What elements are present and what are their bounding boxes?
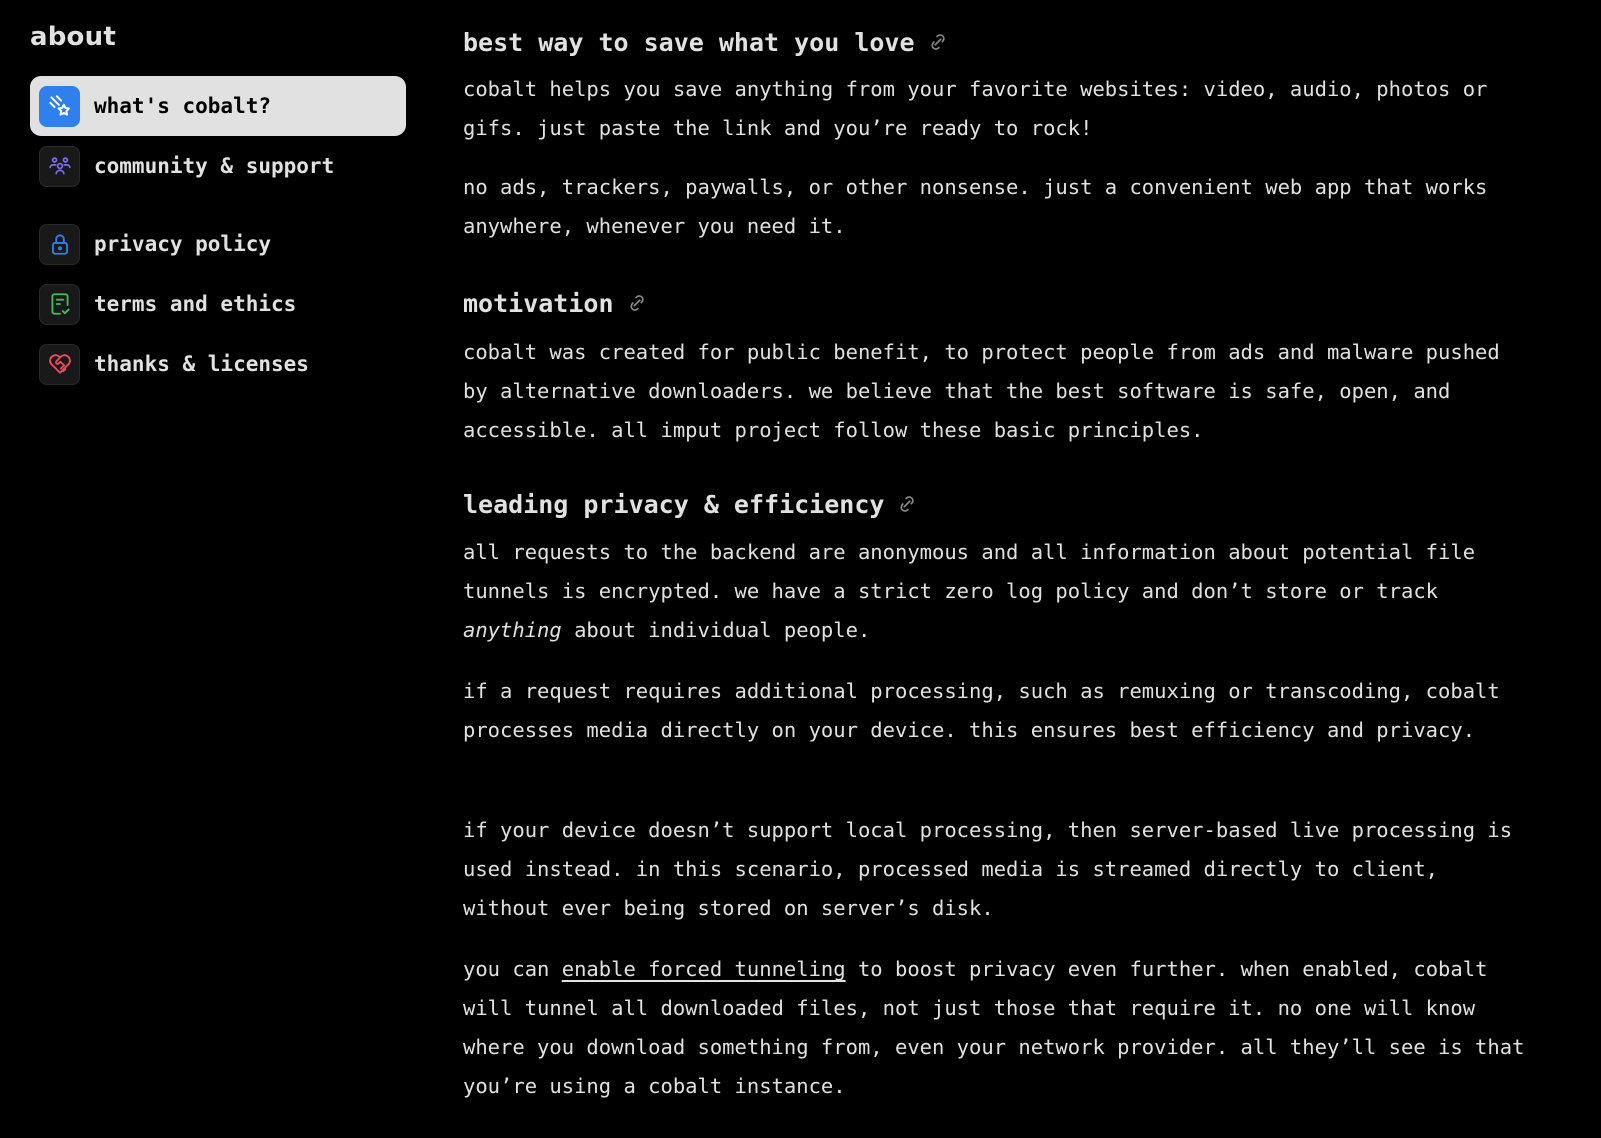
emphasis-text: anything bbox=[463, 618, 562, 642]
link-icon[interactable] bbox=[927, 31, 949, 53]
paragraph-text: to boost privacy even further. when enabled, cobalt will tunnel all downloaded files, not just those that require it. no one will know where you download something from, even your network provider. all they’ll see is that you’re using a cobalt instance. bbox=[463, 957, 1525, 1098]
sidebar-item-label: thanks & licenses bbox=[94, 352, 309, 376]
sidebar-item-privacy-policy[interactable] bbox=[30, 214, 406, 274]
users-group-icon bbox=[39, 146, 80, 187]
heart-handshake-icon bbox=[39, 344, 80, 385]
sidebar-title: about bbox=[30, 22, 116, 52]
paragraph: cobalt was created for public benefit, to protect people from ads and malware pushed by alternative downloaders. we believe that the best software is safe, open, and accessible. all imput project follow these basic principles. bbox=[463, 340, 1500, 442]
section-heading bbox=[463, 486, 1543, 522]
sidebar-item-whats-cobalt[interactable] bbox=[30, 76, 406, 136]
section-heading-text: motivation bbox=[463, 288, 614, 318]
link-icon[interactable] bbox=[896, 493, 918, 515]
section-heading-text: best way to save what you love bbox=[463, 27, 915, 57]
section-motivation bbox=[463, 285, 1543, 321]
enable-forced-tunneling-link[interactable]: enable forced tunneling bbox=[561, 957, 846, 981]
section-heading bbox=[463, 285, 1543, 321]
section-heading-text: leading privacy & efficiency bbox=[463, 489, 885, 519]
sidebar-item-thanks-licenses[interactable] bbox=[30, 334, 406, 394]
link-icon[interactable] bbox=[626, 292, 648, 314]
paragraph-text: you can bbox=[463, 957, 562, 981]
section-heading bbox=[463, 24, 1543, 60]
sidebar-item-label: community & support bbox=[94, 154, 335, 178]
paragraph-text: about individual people. bbox=[561, 618, 871, 642]
paragraph-text: all requests to the backend are anonymous and all information about potential file tunnels is encrypted. we have a strict zero log policy and don’t store or track bbox=[463, 540, 1476, 603]
sidebar-item-label: terms and ethics bbox=[94, 292, 297, 316]
lock-icon bbox=[39, 224, 80, 265]
section-leading-privacy bbox=[463, 486, 1543, 522]
sidebar-item-label: what's cobalt? bbox=[94, 94, 272, 118]
paragraph: cobalt helps you save anything from your favorite websites: video, audio, photos or gifs. just paste the link and you’re ready to rock! bbox=[463, 77, 1488, 140]
comet-star-icon bbox=[39, 86, 80, 127]
section-best-way bbox=[463, 24, 1543, 60]
paragraph: if your device doesn’t support local processing, then server-based live processing is used instead. in this scenario, processed media is streamed directly to client, without ever being stored on server’s disk. bbox=[463, 818, 1513, 920]
paragraph bbox=[463, 533, 1533, 650]
sidebar-item-label: privacy policy bbox=[94, 232, 272, 256]
paragraph: no ads, trackers, paywalls, or other nonsense. just a convenient web app that works anywhere, whenever you need it. bbox=[463, 175, 1488, 238]
paragraph: if a request requires additional processing, such as remuxing or transcoding, cobalt processes media directly on your device. this ensures best efficiency and privacy. bbox=[463, 679, 1500, 742]
checklist-icon bbox=[39, 284, 80, 325]
paragraph bbox=[463, 950, 1533, 1106]
sidebar-item-community-support[interactable] bbox=[30, 136, 406, 196]
sidebar-item-terms-ethics[interactable] bbox=[30, 274, 406, 334]
